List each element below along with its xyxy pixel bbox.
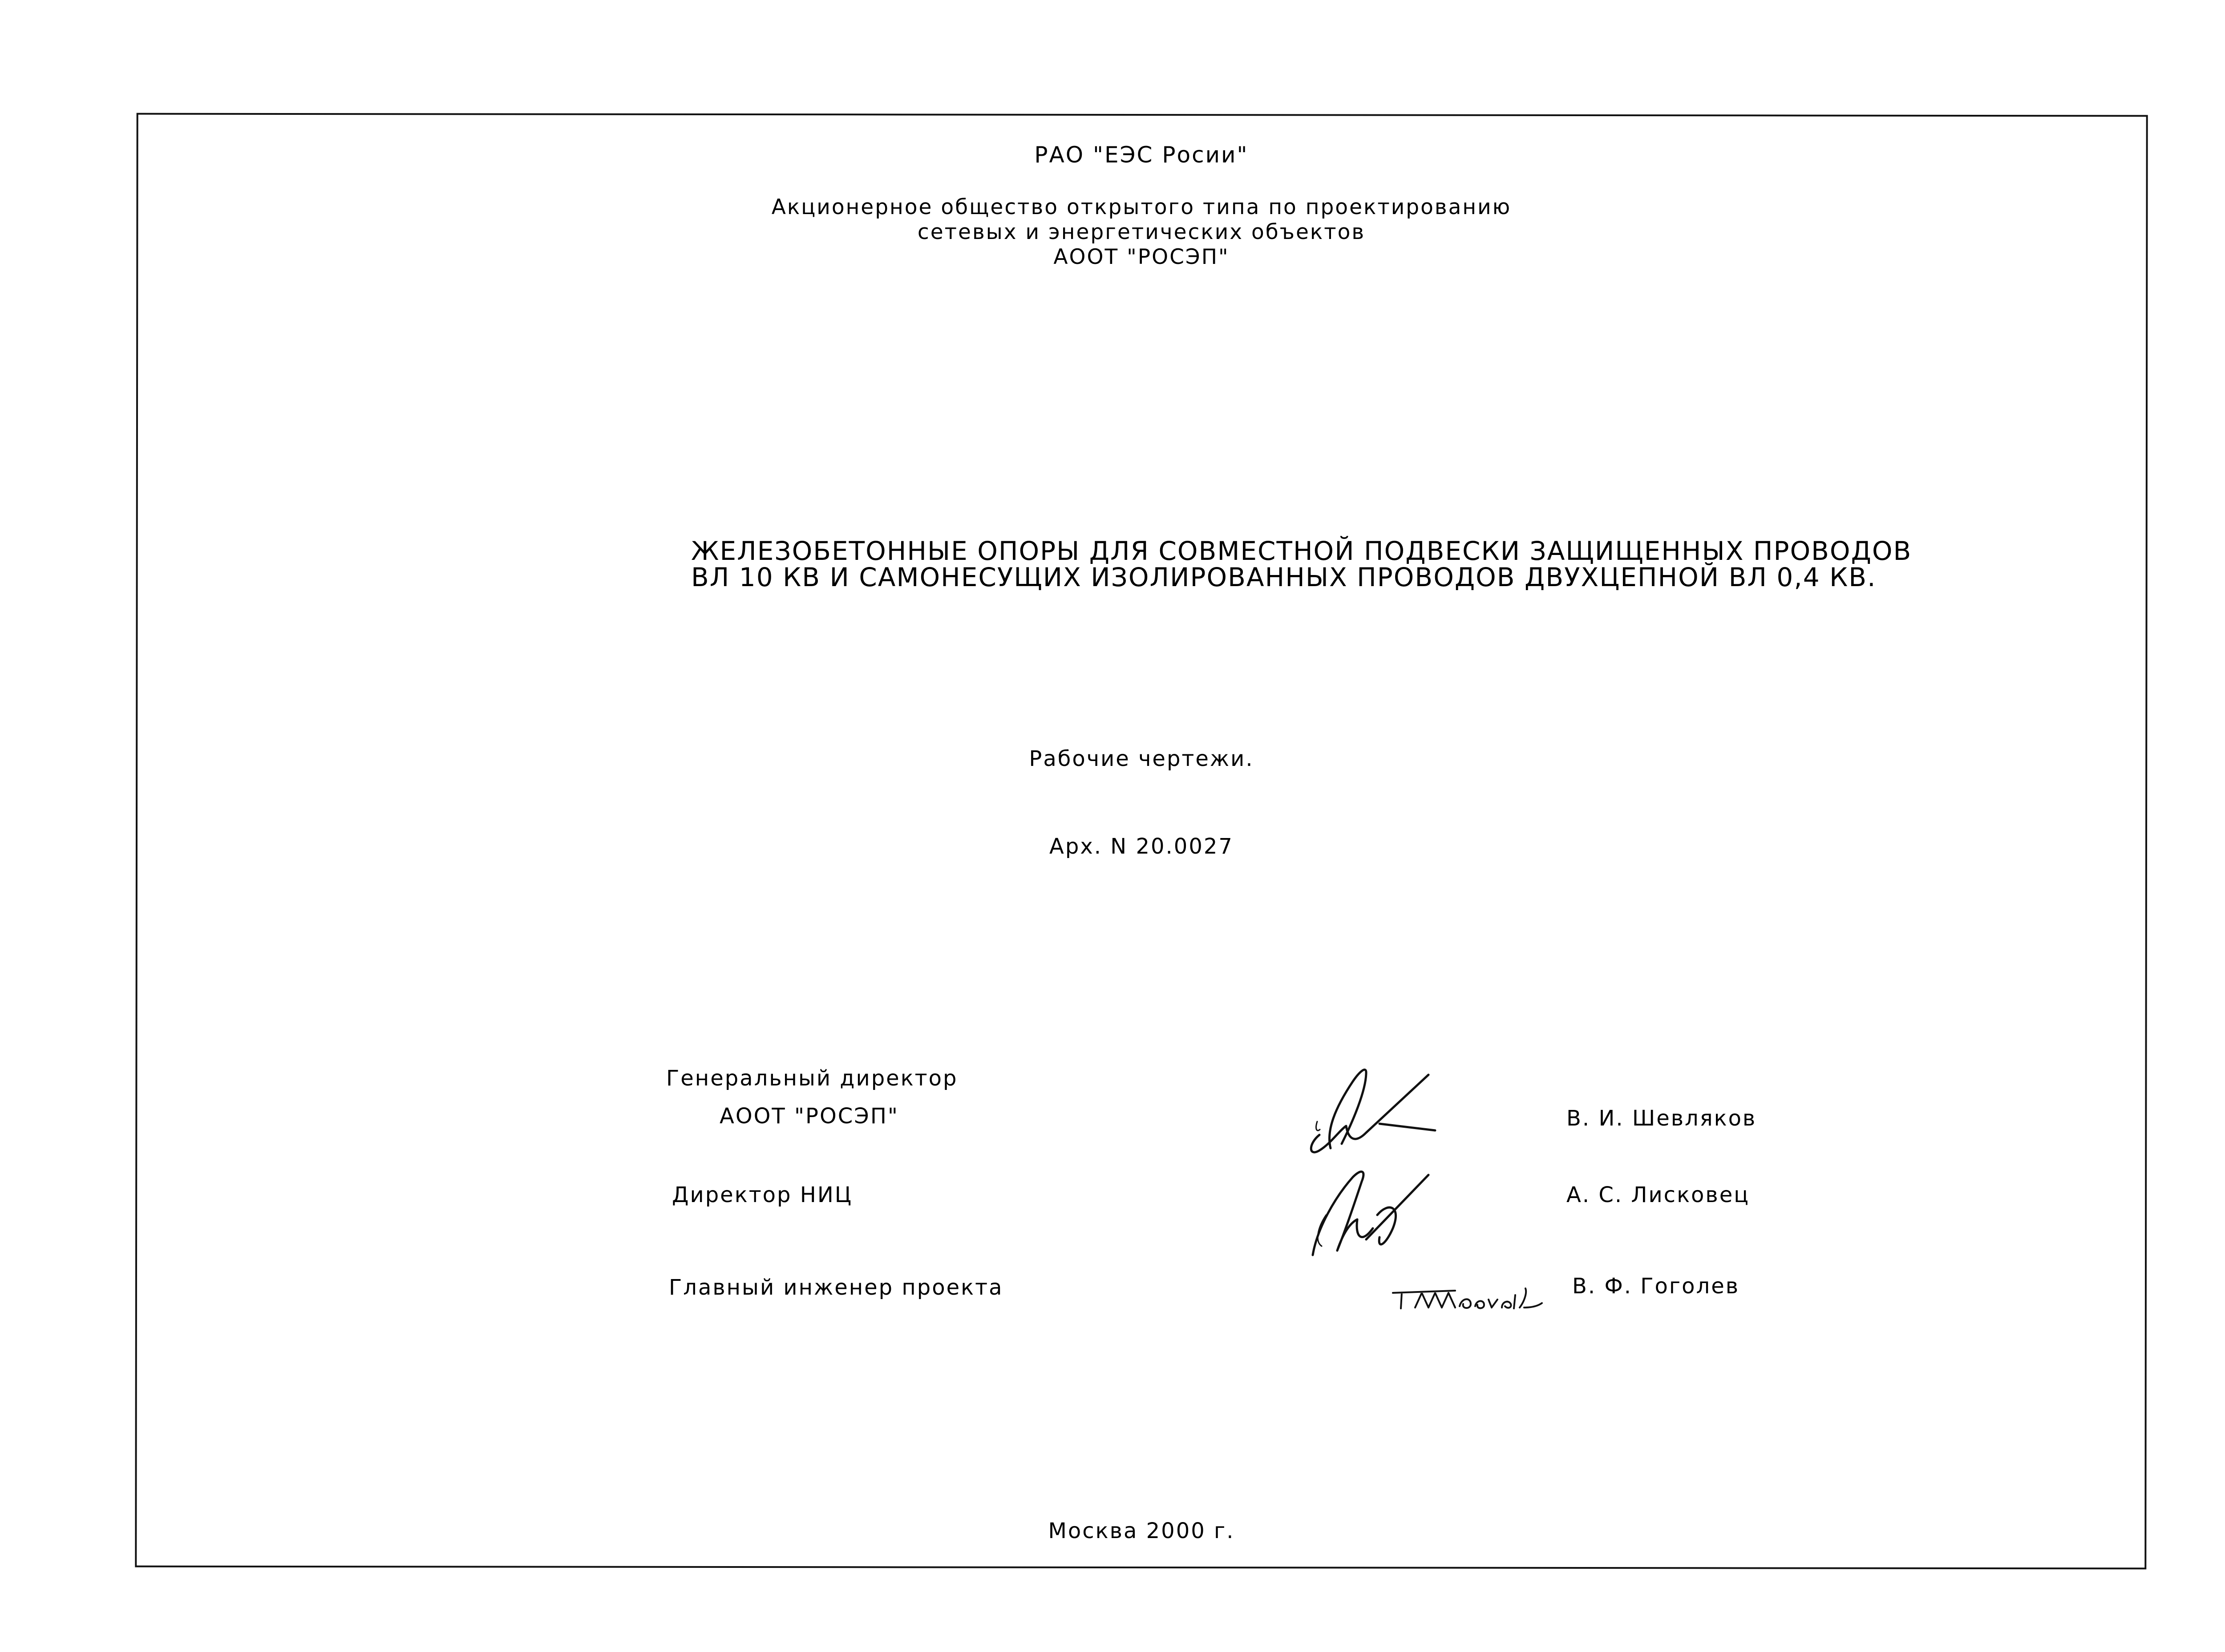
document-title-line-2: ВЛ 10 КВ И САМОНЕСУЩИХ ИЗОЛИРОВАННЫХ ПРОВОДОВ ДВУХЦЕПНОЙ ВЛ 0,4 КВ. (691, 562, 1877, 592)
document-title-line-1: ЖЕЛЕЗОБЕТОННЫЕ ОПОРЫ ДЛЯ СОВМЕСТНОЙ ПОДВЕСКИ ЗАЩИЩЕННЫХ ПРОВОДОВ (691, 536, 1912, 566)
signature-gogolev-mark (1388, 1282, 1549, 1322)
signatory-position-general-director: Генеральный директор (666, 1066, 958, 1091)
signatory-position-chief-engineer: Главный инженер проекта (669, 1275, 1003, 1300)
document-type: Рабочие чертежи. (1029, 746, 1254, 771)
organization-line-2: сетевых и энергетических объектов (917, 220, 1366, 244)
organization-line-1: Акционерное общество открытого типа по проектированию (771, 195, 1512, 219)
signatory-name-shevlyakov: В. И. Шевляков (1566, 1106, 1757, 1131)
signature-shevlyakov-mark (1299, 1055, 1451, 1170)
signature-liskovets-mark (1299, 1162, 1442, 1264)
organization-line-3: АООТ "РОСЭП" (1053, 245, 1230, 269)
signatory-name-gogolev: В. Ф. Гоголев (1572, 1274, 1740, 1299)
footer-place-date: Москва 2000 г. (1048, 1518, 1235, 1543)
signatory-position-rosep: АООТ "РОСЭП" (720, 1104, 899, 1129)
header-company: РАО "ЕЭС Росии" (1034, 142, 1249, 168)
signatory-name-liskovets: А. С. Лисковец (1566, 1182, 1750, 1207)
archive-number: Арх. N 20.0027 (1049, 834, 1234, 859)
signatory-position-nits-director: Директор НИЦ (672, 1182, 853, 1207)
